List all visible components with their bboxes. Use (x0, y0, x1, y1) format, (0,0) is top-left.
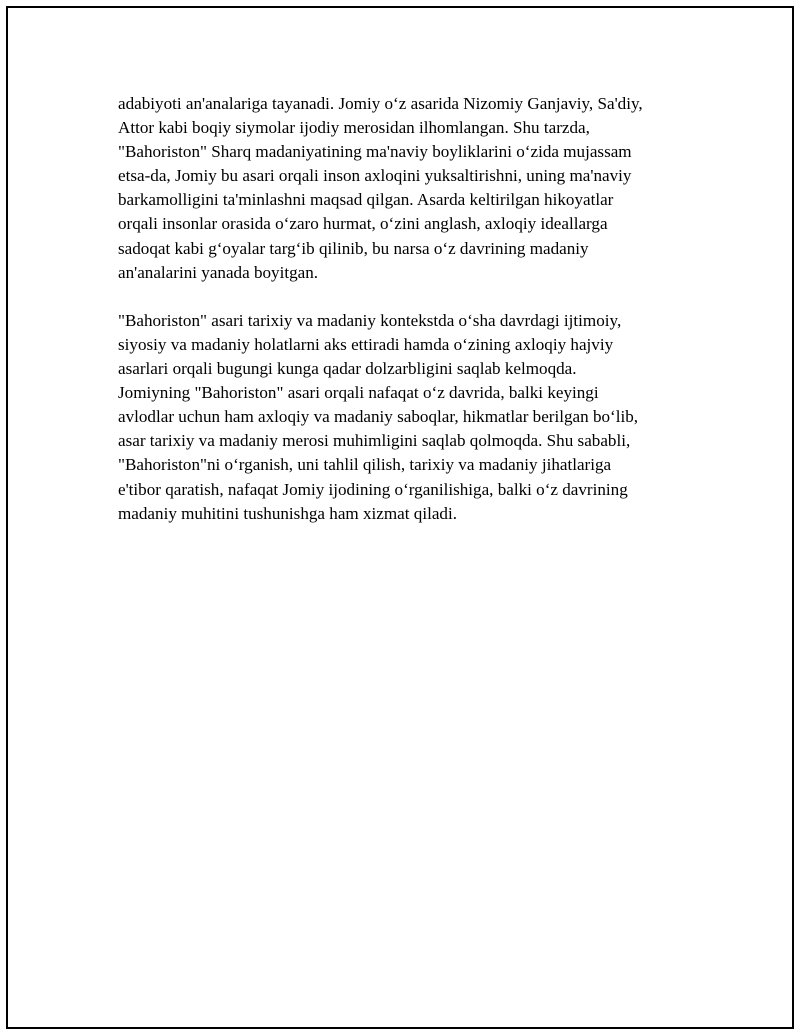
text-line: asarlari orqali bugungi kunga qadar dolzarbligini saqlab kelmoqda. (118, 359, 577, 379)
paragraph-1 (118, 92, 708, 285)
text-line: Jomiyning "Bahoriston" asari orqali nafaqat oʻz davrida, balki keyingi (118, 383, 599, 403)
text-line: "Bahoriston"ni oʻrganish, uni tahlil qilish, tarixiy va madaniy jihatlariga (118, 455, 612, 475)
text-line: an'analarini yanada boyitgan. (118, 262, 319, 282)
text-line: e'tibor qaratish, nafaqat Jomiy ijodining oʻrganilishiga, balki oʻz davrining (118, 479, 628, 499)
text-line: Attor kabi boqiy siymolar ijodiy merosidan ilhomlangan. Shu tarzda, (118, 118, 590, 138)
text-line: "Bahoriston" asari tarixiy va madaniy kontekstda oʻsha davrdagi ijtimoiy, (118, 310, 622, 330)
text-line: siyosiy va madaniy holatlarni aks ettiradi hamda oʻzining axloqiy hajviy (118, 334, 614, 354)
document-body (118, 92, 708, 526)
text-line: barkamolligini ta'minlashni maqsad qilgan. Asarda keltirilgan hikoyatlar (118, 190, 614, 210)
paragraph-gap (118, 285, 708, 309)
text-line: orqali insonlar orasida oʻzaro hurmat, oʻzini anglash, axloqiy ideallarga (118, 214, 608, 234)
text-line: "Bahoriston" Sharq madaniyatining ma'naviy boyliklarini oʻzida mujassam (118, 142, 632, 162)
text-line: adabiyoti an'analariga tayanadi. Jomiy oʻz asarida Nizomiy Ganjaviy, Sa'diy, (118, 94, 643, 113)
text-line: asar tarixiy va madaniy merosi muhimligini saqlab qolmoqda. Shu sababli, (118, 431, 631, 451)
paragraph-2 (118, 309, 708, 526)
text-line: etsa-da, Jomiy bu asari orqali inson axloqini yuksaltirishni, uning ma'naviy (118, 166, 632, 186)
text-line: sadoqat kabi gʻoyalar targʻib qilinib, bu narsa oʻz davrining madaniy (118, 238, 589, 258)
text-line: avlodlar uchun ham axloqiy va madaniy saboqlar, hikmatlar berilgan boʻlib, (118, 407, 639, 427)
text-line: madaniy muhitini tushunishga ham xizmat qiladi. (118, 503, 457, 523)
